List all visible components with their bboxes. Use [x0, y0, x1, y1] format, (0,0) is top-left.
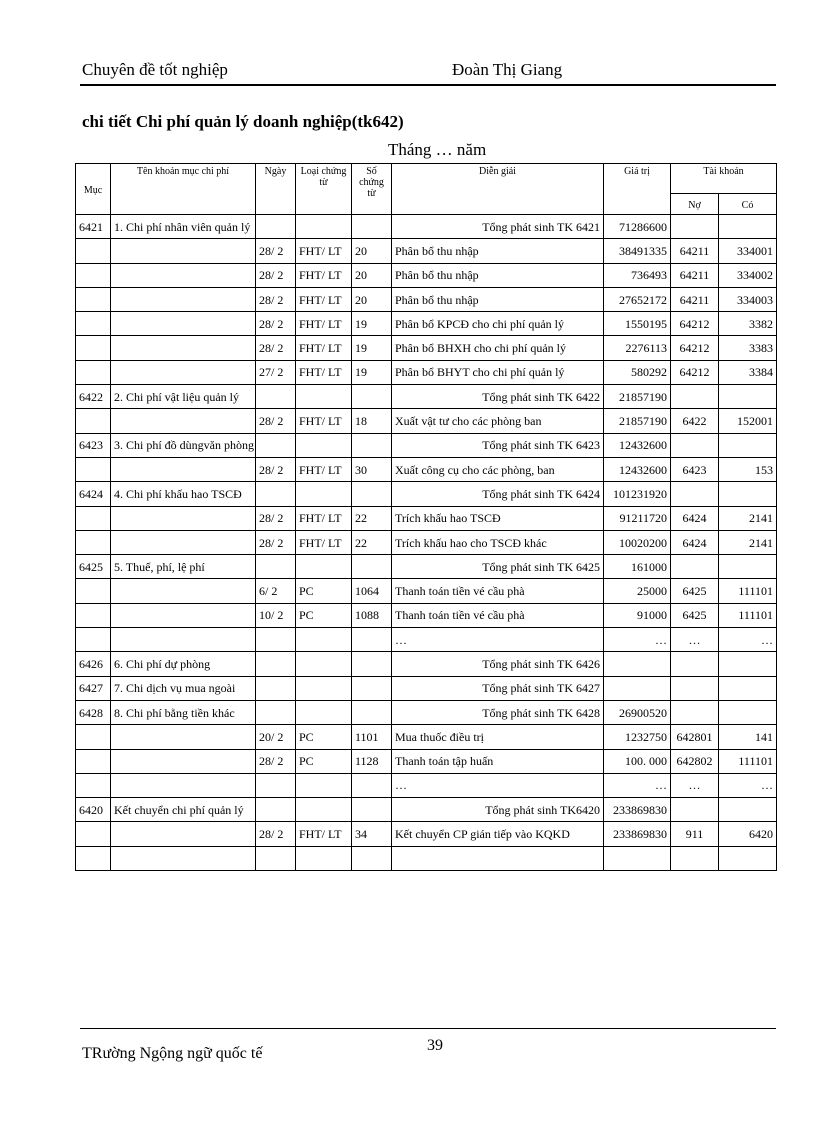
table-row	[76, 749, 777, 773]
col-header-dien-giai: Diễn giải	[392, 164, 604, 215]
cell-so: 1088	[352, 603, 392, 627]
cell-no: 64212	[671, 336, 719, 360]
cell-so	[352, 676, 392, 700]
cell-so	[352, 385, 392, 409]
cell-ngay: 20/ 2	[256, 725, 296, 749]
header-document-title: Chuyên đề tốt nghiệp	[82, 60, 228, 79]
cell-gia-tri: 2276113	[604, 336, 671, 360]
cell-no: 6422	[671, 409, 719, 433]
cell-dien-giai: Phân bổ KPCĐ cho chi phí quản lý	[392, 312, 604, 336]
cell-so	[352, 215, 392, 239]
cell-no: 64211	[671, 287, 719, 311]
cell-loai	[296, 798, 352, 822]
cell-loai	[296, 652, 352, 676]
cell-ten: 8. Chi phí bằng tiền khác	[111, 700, 256, 724]
cell-loai: PC	[296, 603, 352, 627]
cell-muc	[76, 603, 111, 627]
table-row	[76, 215, 777, 239]
cell-ngay: 28/ 2	[256, 457, 296, 481]
table-row	[76, 652, 777, 676]
col-header-muc: Mục	[76, 164, 111, 215]
cell-ten	[111, 579, 256, 603]
cell-co: 111101	[719, 579, 777, 603]
page-header	[80, 58, 776, 86]
cell-no	[671, 385, 719, 409]
expense-ledger-table	[75, 163, 777, 871]
cell-no	[671, 846, 719, 870]
cell-gia-tri: 736493	[604, 263, 671, 287]
cell-co	[719, 700, 777, 724]
cell-muc: 6427	[76, 676, 111, 700]
cell-gia-tri: 91000	[604, 603, 671, 627]
cell-gia-tri: 12432600	[604, 433, 671, 457]
cell-gia-tri: 38491335	[604, 239, 671, 263]
cell-so	[352, 652, 392, 676]
cell-ngay: 28/ 2	[256, 336, 296, 360]
cell-ten: 7. Chi dịch vụ mua ngoài	[111, 676, 256, 700]
cell-ten	[111, 628, 256, 652]
cell-no: …	[671, 628, 719, 652]
col-header-no: Nợ	[671, 194, 719, 215]
cell-gia-tri: 27652172	[604, 287, 671, 311]
cell-co: 111101	[719, 749, 777, 773]
cell-co: …	[719, 628, 777, 652]
cell-ngay	[256, 798, 296, 822]
cell-ngay	[256, 385, 296, 409]
cell-no	[671, 700, 719, 724]
page-number: 39	[427, 1037, 443, 1054]
cell-gia-tri: 161000	[604, 555, 671, 579]
cell-so: 1064	[352, 579, 392, 603]
cell-loai	[296, 846, 352, 870]
cell-gia-tri: …	[604, 773, 671, 797]
cell-muc	[76, 457, 111, 481]
cell-no: 642801	[671, 725, 719, 749]
cell-no: …	[671, 773, 719, 797]
cell-co: 6420	[719, 822, 777, 846]
cell-muc: 6424	[76, 482, 111, 506]
cell-ngay	[256, 700, 296, 724]
cell-so	[352, 433, 392, 457]
cell-muc	[76, 749, 111, 773]
cell-loai	[296, 700, 352, 724]
cell-ten	[111, 239, 256, 263]
cell-loai: FHT/ LT	[296, 506, 352, 530]
cell-gia-tri: 21857190	[604, 409, 671, 433]
cell-muc	[76, 287, 111, 311]
cell-no: 64211	[671, 263, 719, 287]
cell-dien-giai: Tổng phát sinh TK 6424	[392, 482, 604, 506]
cell-gia-tri: 21857190	[604, 385, 671, 409]
cell-co	[719, 798, 777, 822]
cell-gia-tri: 25000	[604, 579, 671, 603]
page-footer	[80, 1028, 776, 1062]
table-row	[76, 822, 777, 846]
table-row	[76, 433, 777, 457]
cell-dien-giai: Tổng phát sinh TK 6427	[392, 676, 604, 700]
cell-dien-giai: Mua thuốc điều trị	[392, 725, 604, 749]
cell-ten	[111, 263, 256, 287]
table-row	[76, 409, 777, 433]
cell-muc: 6428	[76, 700, 111, 724]
cell-muc: 6421	[76, 215, 111, 239]
cell-ngay: 28/ 2	[256, 822, 296, 846]
cell-co: 2141	[719, 506, 777, 530]
cell-co	[719, 385, 777, 409]
cell-ten	[111, 773, 256, 797]
cell-gia-tri: 12432600	[604, 457, 671, 481]
cell-so: 19	[352, 360, 392, 384]
cell-ngay	[256, 773, 296, 797]
cell-co	[719, 482, 777, 506]
cell-loai	[296, 773, 352, 797]
cell-ngay: 28/ 2	[256, 530, 296, 554]
cell-co: 2141	[719, 530, 777, 554]
cell-ngay: 28/ 2	[256, 749, 296, 773]
cell-dien-giai: …	[392, 628, 604, 652]
cell-no	[671, 652, 719, 676]
cell-ngay	[256, 652, 296, 676]
col-header-ten: Tên khoản mục chi phí	[111, 164, 256, 215]
cell-so: 20	[352, 287, 392, 311]
cell-co	[719, 846, 777, 870]
cell-loai: PC	[296, 725, 352, 749]
cell-so	[352, 846, 392, 870]
cell-muc	[76, 725, 111, 749]
cell-loai: FHT/ LT	[296, 457, 352, 481]
cell-dien-giai: Tổng phát sinh TK6420	[392, 798, 604, 822]
cell-ngay	[256, 433, 296, 457]
col-header-tai-khoan: Tài khoản	[671, 164, 777, 194]
cell-co: 3382	[719, 312, 777, 336]
cell-no: 911	[671, 822, 719, 846]
table-row	[76, 628, 777, 652]
cell-dien-giai: Tổng phát sinh TK 6423	[392, 433, 604, 457]
cell-loai: FHT/ LT	[296, 239, 352, 263]
cell-ten: 1. Chi phí nhân viên quản lý	[111, 215, 256, 239]
cell-ten	[111, 725, 256, 749]
cell-no	[671, 555, 719, 579]
cell-co: 111101	[719, 603, 777, 627]
cell-ngay: 28/ 2	[256, 312, 296, 336]
cell-so	[352, 773, 392, 797]
cell-ten	[111, 457, 256, 481]
cell-ngay: 28/ 2	[256, 239, 296, 263]
cell-ten	[111, 360, 256, 384]
cell-muc	[76, 822, 111, 846]
cell-ten: Kết chuyển chi phí quản lý	[111, 798, 256, 822]
cell-ten: 3. Chi phí đồ dùngvăn phòng	[111, 433, 256, 457]
cell-co	[719, 433, 777, 457]
cell-ngay	[256, 555, 296, 579]
cell-muc	[76, 579, 111, 603]
cell-dien-giai: Phân bổ thu nhập	[392, 263, 604, 287]
cell-ngay: 28/ 2	[256, 287, 296, 311]
cell-muc	[76, 312, 111, 336]
col-header-ngay: Ngày	[256, 164, 296, 215]
cell-muc: 6426	[76, 652, 111, 676]
table-row	[76, 312, 777, 336]
cell-ngay	[256, 846, 296, 870]
cell-ngay: 6/ 2	[256, 579, 296, 603]
cell-so	[352, 555, 392, 579]
cell-dien-giai	[392, 846, 604, 870]
table-row	[76, 287, 777, 311]
cell-co: 153	[719, 457, 777, 481]
cell-so	[352, 798, 392, 822]
cell-co: 141	[719, 725, 777, 749]
cell-so: 22	[352, 530, 392, 554]
cell-co: 3384	[719, 360, 777, 384]
cell-ten	[111, 409, 256, 433]
table-header-row	[76, 164, 777, 194]
cell-dien-giai: Tổng phát sinh TK 6428	[392, 700, 604, 724]
cell-gia-tri: 233869830	[604, 822, 671, 846]
table-row	[76, 385, 777, 409]
cell-ten	[111, 312, 256, 336]
cell-dien-giai: Xuất vật tư cho các phòng ban	[392, 409, 604, 433]
cell-loai	[296, 676, 352, 700]
cell-co	[719, 555, 777, 579]
cell-ten: 5. Thuế, phí, lệ phí	[111, 555, 256, 579]
cell-loai: PC	[296, 579, 352, 603]
cell-muc	[76, 263, 111, 287]
table-row	[76, 360, 777, 384]
table-row	[76, 336, 777, 360]
cell-loai	[296, 433, 352, 457]
cell-loai	[296, 555, 352, 579]
cell-co: …	[719, 773, 777, 797]
cell-ngay: 10/ 2	[256, 603, 296, 627]
table-row	[76, 506, 777, 530]
cell-ngay: 28/ 2	[256, 409, 296, 433]
cell-co	[719, 676, 777, 700]
cell-gia-tri: 233869830	[604, 798, 671, 822]
cell-ten	[111, 603, 256, 627]
cell-co: 3383	[719, 336, 777, 360]
table-row	[76, 773, 777, 797]
cell-ngay: 28/ 2	[256, 263, 296, 287]
cell-muc	[76, 336, 111, 360]
cell-so	[352, 628, 392, 652]
cell-gia-tri: 100. 000	[604, 749, 671, 773]
cell-dien-giai: Tổng phát sinh TK 6426	[392, 652, 604, 676]
cell-ten	[111, 822, 256, 846]
period-label: Tháng … năm	[388, 140, 487, 159]
cell-ngay	[256, 215, 296, 239]
cell-ten: 4. Chi phí khấu hao TSCĐ	[111, 482, 256, 506]
cell-gia-tri: 101231920	[604, 482, 671, 506]
cell-co: 152001	[719, 409, 777, 433]
cell-muc	[76, 628, 111, 652]
cell-so: 19	[352, 336, 392, 360]
table-row	[76, 482, 777, 506]
cell-ten: 6. Chi phí dự phòng	[111, 652, 256, 676]
cell-dien-giai: Phân bổ thu nhập	[392, 287, 604, 311]
cell-no: 6425	[671, 579, 719, 603]
cell-loai	[296, 385, 352, 409]
table-row	[76, 579, 777, 603]
cell-muc: 6420	[76, 798, 111, 822]
cell-co: 334002	[719, 263, 777, 287]
table-row	[76, 530, 777, 554]
table-row	[76, 798, 777, 822]
cell-gia-tri: 71286600	[604, 215, 671, 239]
cell-ngay: 27/ 2	[256, 360, 296, 384]
cell-no: 64212	[671, 360, 719, 384]
cell-no: 64211	[671, 239, 719, 263]
table-row	[76, 725, 777, 749]
table-row	[76, 555, 777, 579]
table-row	[76, 700, 777, 724]
cell-so: 19	[352, 312, 392, 336]
cell-no	[671, 676, 719, 700]
cell-so: 20	[352, 263, 392, 287]
cell-muc	[76, 846, 111, 870]
cell-dien-giai: Tổng phát sinh TK 6422	[392, 385, 604, 409]
cell-loai: FHT/ LT	[296, 312, 352, 336]
cell-no	[671, 433, 719, 457]
cell-so	[352, 482, 392, 506]
cell-muc	[76, 239, 111, 263]
table-row	[76, 603, 777, 627]
col-header-loai: Loại chứng từ	[296, 164, 352, 215]
cell-so	[352, 700, 392, 724]
table-row	[76, 457, 777, 481]
cell-loai	[296, 215, 352, 239]
cell-no: 64212	[671, 312, 719, 336]
table-row	[76, 263, 777, 287]
cell-dien-giai: Tổng phát sinh TK 6421	[392, 215, 604, 239]
cell-gia-tri: 1232750	[604, 725, 671, 749]
cell-loai: FHT/ LT	[296, 822, 352, 846]
cell-so: 30	[352, 457, 392, 481]
cell-dien-giai: Trích khấu hao cho TSCĐ khác	[392, 530, 604, 554]
cell-dien-giai: Thanh toán tiền vé cầu phà	[392, 603, 604, 627]
cell-ngay	[256, 676, 296, 700]
cell-co	[719, 215, 777, 239]
cell-loai: FHT/ LT	[296, 530, 352, 554]
cell-ngay: 28/ 2	[256, 506, 296, 530]
cell-loai: FHT/ LT	[296, 287, 352, 311]
cell-muc: 6423	[76, 433, 111, 457]
cell-so: 1101	[352, 725, 392, 749]
cell-muc	[76, 360, 111, 384]
cell-ten	[111, 506, 256, 530]
cell-no: 6423	[671, 457, 719, 481]
cell-dien-giai: Phân bổ thu nhập	[392, 239, 604, 263]
table-row	[76, 676, 777, 700]
cell-loai: FHT/ LT	[296, 336, 352, 360]
cell-dien-giai: Phân bổ BHXH cho chi phí quản lý	[392, 336, 604, 360]
cell-muc: 6422	[76, 385, 111, 409]
cell-dien-giai: Phân bổ BHYT cho chi phí quản lý	[392, 360, 604, 384]
cell-gia-tri: …	[604, 628, 671, 652]
cell-gia-tri: 10020200	[604, 530, 671, 554]
cell-no	[671, 798, 719, 822]
cell-co: 334003	[719, 287, 777, 311]
cell-dien-giai: Thanh toán tiền vé cầu phà	[392, 579, 604, 603]
cell-so: 34	[352, 822, 392, 846]
cell-so: 1128	[352, 749, 392, 773]
cell-no	[671, 215, 719, 239]
cell-loai: FHT/ LT	[296, 263, 352, 287]
cell-gia-tri: 1550195	[604, 312, 671, 336]
cell-ten	[111, 336, 256, 360]
cell-loai	[296, 628, 352, 652]
cell-ten	[111, 287, 256, 311]
cell-co: 334001	[719, 239, 777, 263]
cell-gia-tri: 580292	[604, 360, 671, 384]
cell-loai: FHT/ LT	[296, 409, 352, 433]
cell-dien-giai: Tổng phát sinh TK 6425	[392, 555, 604, 579]
header-author: Đoàn Thị Giang	[452, 60, 563, 79]
cell-ten	[111, 846, 256, 870]
cell-so: 22	[352, 506, 392, 530]
cell-muc	[76, 506, 111, 530]
table-row	[76, 846, 777, 870]
table-row	[76, 239, 777, 263]
cell-muc	[76, 530, 111, 554]
cell-loai: FHT/ LT	[296, 360, 352, 384]
cell-muc: 6425	[76, 555, 111, 579]
cell-muc	[76, 773, 111, 797]
col-header-so: Số chứng từ	[352, 164, 392, 215]
cell-ten	[111, 530, 256, 554]
section-title: chi tiết Chi phí quản lý doanh nghiệp(tk642)	[82, 112, 404, 131]
cell-dien-giai: Trích khấu hao TSCĐ	[392, 506, 604, 530]
cell-so: 20	[352, 239, 392, 263]
cell-no: 6425	[671, 603, 719, 627]
cell-ngay	[256, 628, 296, 652]
cell-no: 6424	[671, 506, 719, 530]
cell-gia-tri	[604, 846, 671, 870]
cell-muc	[76, 409, 111, 433]
cell-so: 18	[352, 409, 392, 433]
cell-ngay	[256, 482, 296, 506]
cell-dien-giai: …	[392, 773, 604, 797]
cell-no: 642802	[671, 749, 719, 773]
cell-dien-giai: Xuất công cụ cho các phòng, ban	[392, 457, 604, 481]
footer-school: TRường Ngộng ngữ quốc tế	[82, 1045, 263, 1062]
col-header-co: Có	[719, 194, 777, 215]
cell-ten	[111, 749, 256, 773]
cell-loai	[296, 482, 352, 506]
cell-gia-tri	[604, 676, 671, 700]
cell-ten: 2. Chi phí vật liệu quản lý	[111, 385, 256, 409]
cell-gia-tri: 26900520	[604, 700, 671, 724]
cell-gia-tri: 91211720	[604, 506, 671, 530]
col-header-gia-tri: Giá trị	[604, 164, 671, 215]
cell-dien-giai: Kết chuyển CP gián tiếp vào KQKD	[392, 822, 604, 846]
cell-loai: PC	[296, 749, 352, 773]
cell-dien-giai: Thanh toán tập huấn	[392, 749, 604, 773]
cell-no	[671, 482, 719, 506]
cell-gia-tri	[604, 652, 671, 676]
cell-co	[719, 652, 777, 676]
cell-no: 6424	[671, 530, 719, 554]
